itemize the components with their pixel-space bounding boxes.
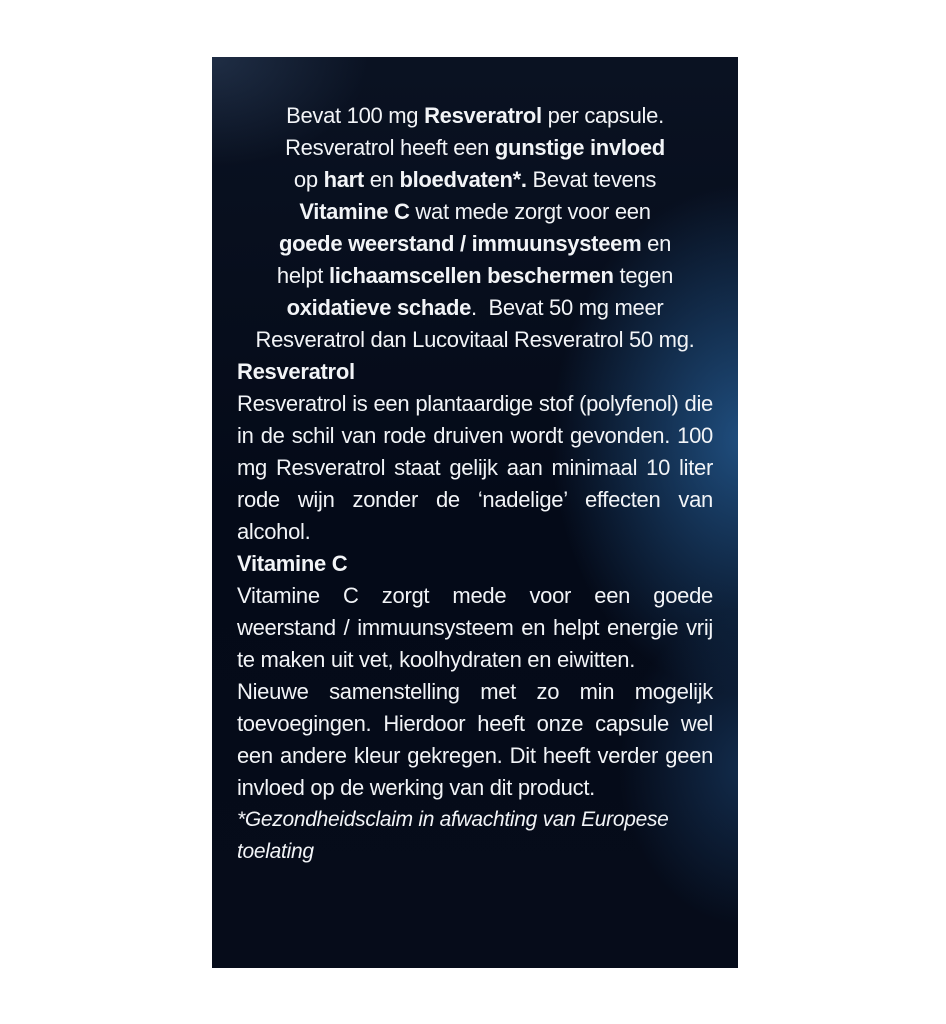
vitamine-c-body: Vitamine C zorgt mede voor een goede weerstand / immuunsysteem en helpt energie vrij te maken uit vet, koolhydraten en eiwitten. [237, 583, 713, 672]
intro-paragraph: Bevat 100 mg Resveratrol per capsule. Resveratrol heeft een gunstige invloed op hart en bloedvaten*. Bevat tevens Vitamine C wat mede zorgt voor een goede weerstand / immuunsysteem en helpt lichaamscellen beschermen tegen oxidatieve schade. Bevat 50 mg meer Resveratrol dan Lucovitaal Resveratrol 50 mg. [255, 103, 695, 352]
vitamine-c-heading: Vitamine C [237, 551, 348, 576]
section-vitamine-c [237, 548, 713, 676]
note-paragraph: Nieuwe samenstelling met zo min mogelijk toevoegingen. Hierdoor heeft onze capsule wel een andere kleur gekregen. Dit heeft verder geen invloed op de werking van dit product. [237, 679, 713, 800]
product-label-panel [212, 57, 738, 968]
resveratrol-body: Resveratrol is een plantaardige stof (polyfenol) die in de schil van rode druiven wordt gevonden. 100 mg Resveratrol staat gelijk aan minimaal 10 liter rode wijn zonder de ‘nadelige’ effecten van alcohol. [237, 391, 713, 544]
footnote: *Gezondheidsclaim in afwachting van Europese toelating [237, 808, 669, 863]
resveratrol-heading: Resveratrol [237, 359, 355, 384]
section-resveratrol [237, 356, 713, 548]
